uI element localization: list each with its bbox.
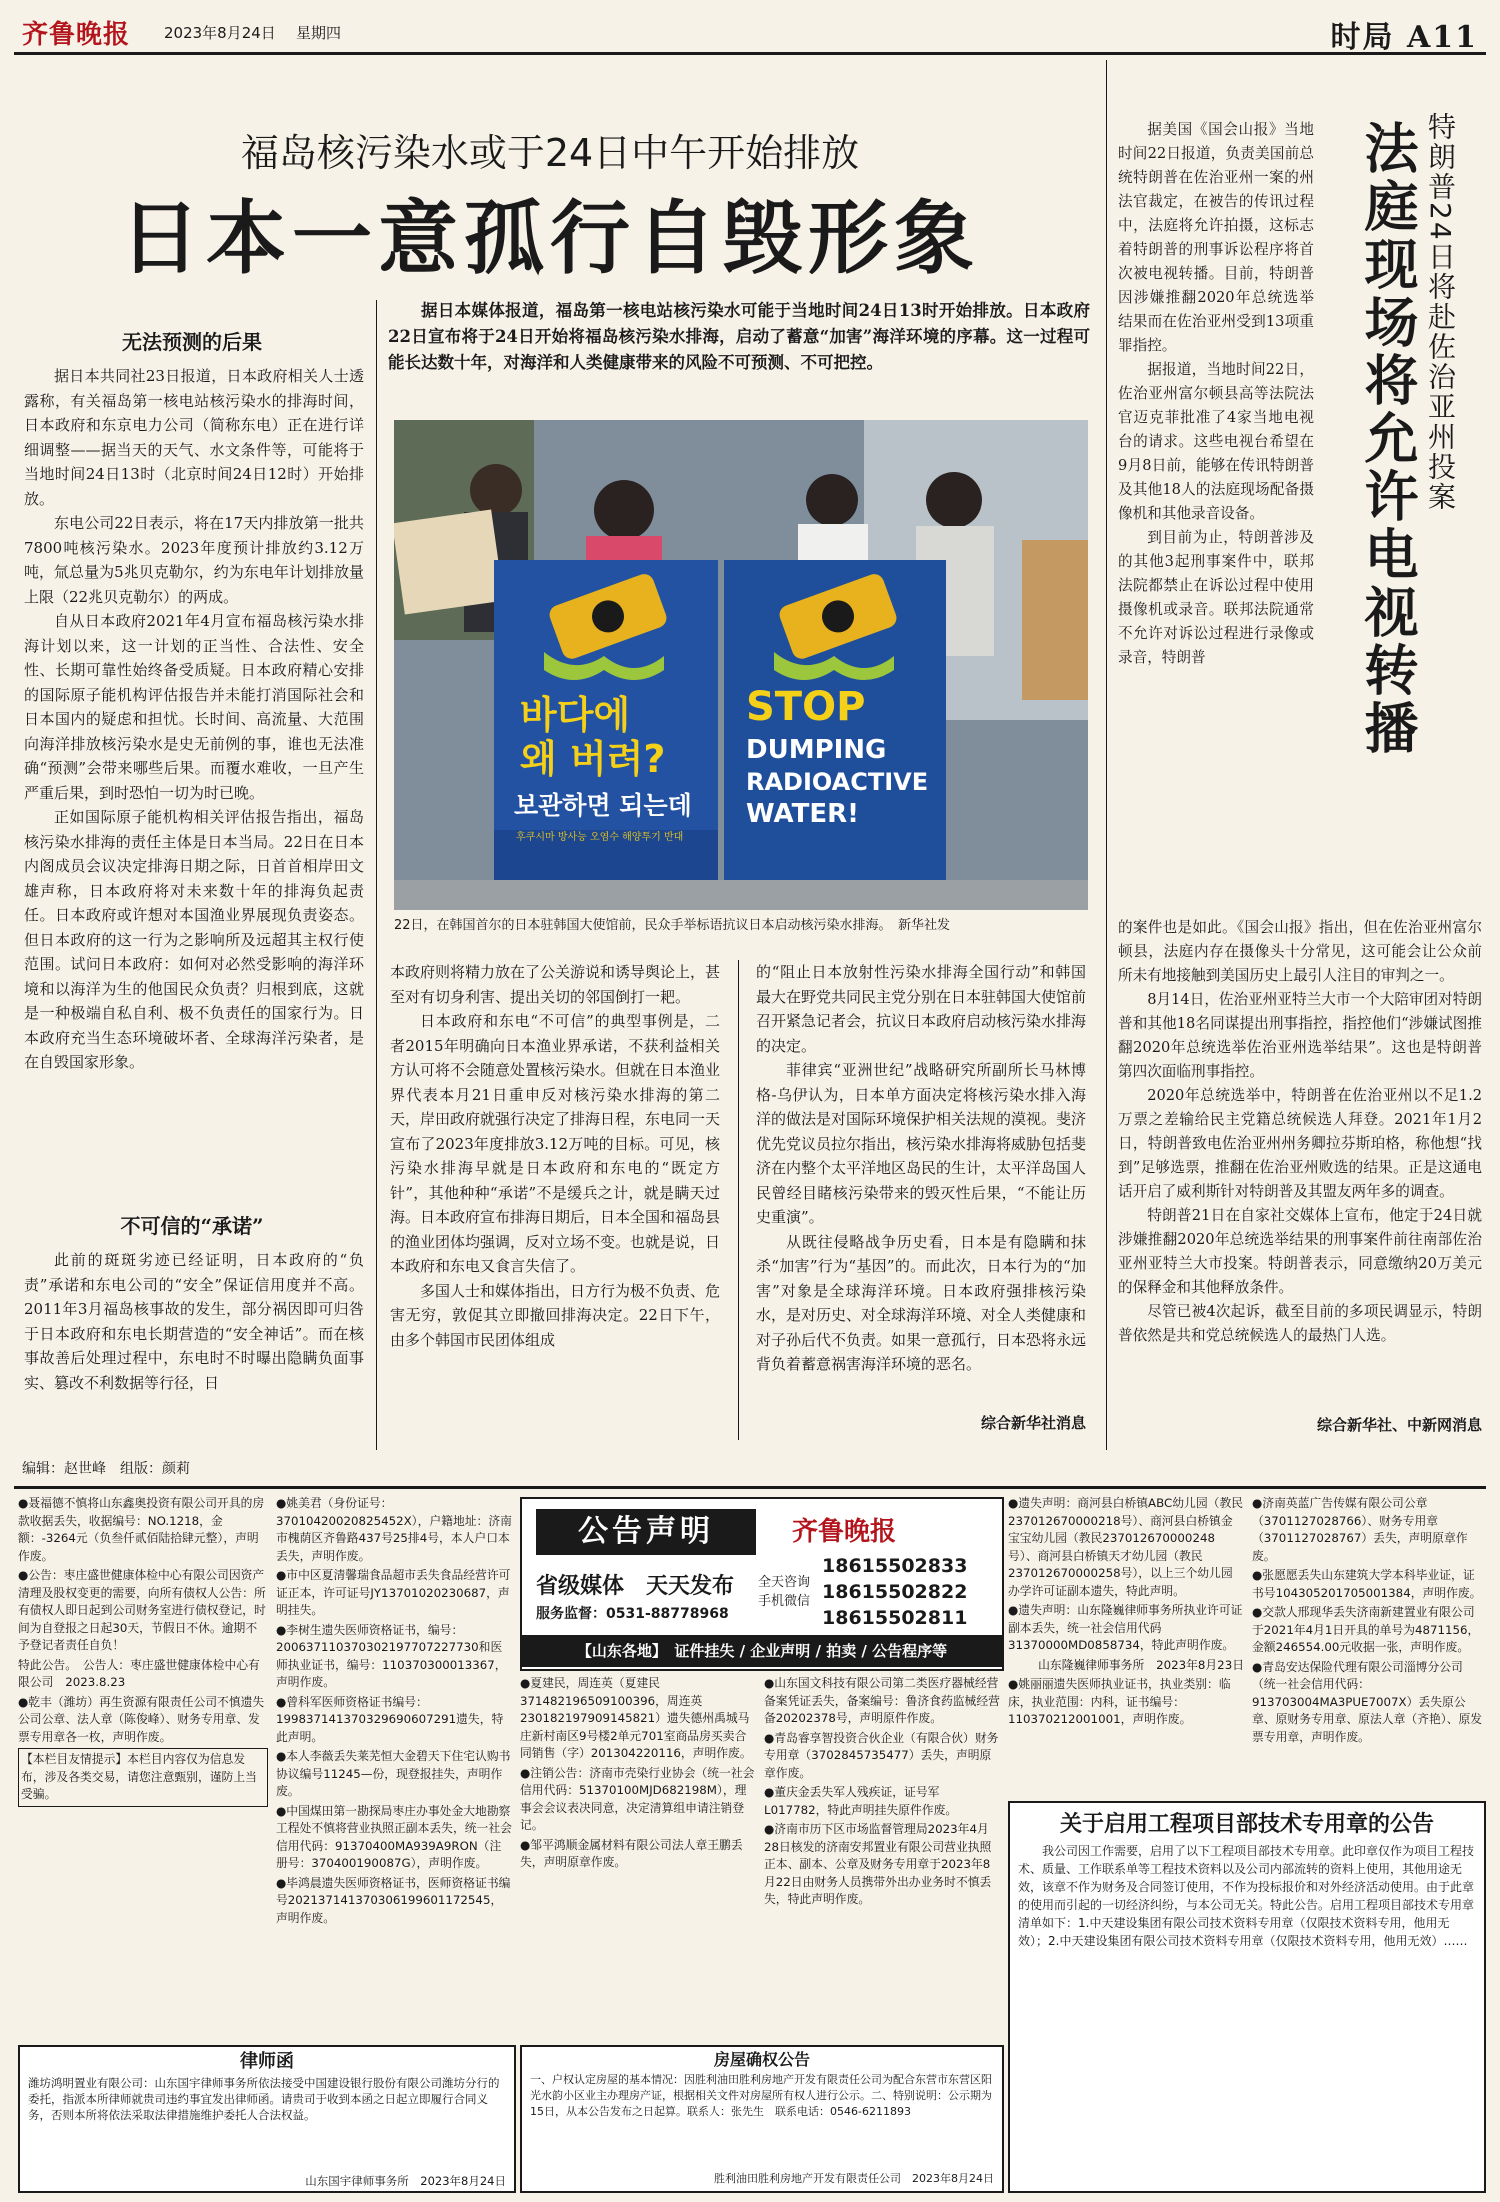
ad-notice: 山东隆巍律师事务所 2023年8月23日 xyxy=(1038,1657,1244,1672)
banner-phone-label: 全天咨询 手机微信 xyxy=(758,1575,811,1609)
section1-heading: 无法预测的后果 xyxy=(122,330,262,354)
ad-notice: ●乾丰（潍坊）再生资源有限责任公司不慎遗失公司公章、法人章（陈俊峰）、财务专用章、发票专用章各一枚，声明作废。 xyxy=(18,1694,265,1744)
ad-column-2 xyxy=(276,1495,512,2015)
banner-title: 公告声明 xyxy=(536,1509,756,1555)
phone-number[interactable]: 18615502822 xyxy=(822,1581,968,1603)
ad-notice: ●邹平鸿顺金属材料有限公司法人章王鹏丢失，声明原章作废。 xyxy=(520,1837,743,1869)
ad-notice: ●注销公告：济南市壳染行业协会（统一社会信用代码：51370100MJD682198M），理事会会议表决同意，决定清算组申请注销登记。 xyxy=(520,1765,755,1832)
column-divider xyxy=(738,960,739,1440)
ad-notice: ●遗失声明：商河县白桥镇ABC幼儿园（教民237012670000218号）、商河县白桥镇金宝宝幼儿园（教民237012670000248号）、商河县白桥镇天才幼儿园（教民237012670000258号），以上三个幼儿园办学许可证副本遗失，特此声明。 xyxy=(1008,1496,1244,1598)
ad-notice: ●交款人邢现华丢失济南新建置业有限公司于2021年4月1日开具的单号为4871156，金额246554.00元收据一张，声明作废。 xyxy=(1252,1605,1480,1654)
paragraph: 尽管已被4次起诉，截至目前的多项民调显示，特朗普依然是共和党总统候选人的最热门人选。 xyxy=(1118,1303,1482,1344)
side-headline: 法庭现场将允许电视转播 xyxy=(1356,120,1420,758)
paragraph: 本政府则将精力放在了公关游说和诱导舆论上，甚至对有切身利害、提出关切的邻国倒打一耙。 xyxy=(390,963,720,1006)
column-divider xyxy=(376,300,377,1450)
ad-notice: ●李树生遗失医师资格证书，编号：200637110370302197707227730和医师执业证书，编号：110370300013367，声明作废。 xyxy=(276,1622,507,1689)
lawyer-letter-text: 潍坊鸿明置业有限公司：山东国宇律师事务所依法接受中国建设银行股份有限公司潍坊分行的委托，指派本所律师就贵司违约事宜发出律师函。请贵司于收到本函之日起立即履行合同义务，否则本所将依法采取法律措施维护委托人合法权益。 xyxy=(28,2076,500,2122)
sign-left-text-1: 바다에 xyxy=(520,693,631,737)
paragraph: 到目前为止，特朗普涉及的其他3起刑事案件中，联邦法院都禁止在诉讼过程中使用摄像机或录音。联邦法院通常不允许对诉讼过程进行录像或录音，特朗普 xyxy=(1118,529,1314,666)
paragraph: 自从日本政府2021年4月宣布福岛核污染水排海计划以来，这一计划的正当性、合法性、安全性、长期可靠性始终备受质疑。日本政府精心安排的国际原子能机构评估报告并未能打消国际社会和日本国内的疑虑和担忧。长时间、高流量、大范围向海洋排放核污染水是史无前例的事，谁也无法准确“预测”会带来哪些后果。而覆水难收，一旦产生严重后果，到时恐怕一切为时已晚。 xyxy=(24,612,364,802)
main-lead: 据日本媒体报道，福岛第一核电站核污染水可能于当地时间24日13时开始排放。日本政府22日宣布将于24日开始将福岛核污染水排海，启动了蓄意“加害”海洋环境的序幕。这一过程可能长达数十年，对海洋和人类健康带来的风险不可预测、不可把控。 xyxy=(388,301,1090,372)
ad-notice: ●山东国文科技有限公司第二类医疗器械经营备案凭证丢失，备案编号：鲁济食药监械经营备20202378号，声明原件作废。 xyxy=(764,1676,1000,1725)
banner-footer: 【山东各地】 证件挂失 / 企业声明 / 拍卖 / 公告程序等 xyxy=(522,1635,1002,1667)
ad-notice: ●中国煤田第一勘探局枣庄办事处金大地勘察工程处不慎将营业执照正副本丢失，统一社会信用代码：91370400MA939A9RON（注册号：370400190087G），声明作废。 xyxy=(276,1803,512,1870)
sign-right-text-3: RADIOACTIVE xyxy=(746,768,929,796)
editor-credit: 编辑：赵世峰 组版：颜莉 xyxy=(22,1461,190,1477)
ad-notice: ●本人李薇丢失莱芜恒大金碧天下住宅认购书协议编号11245—份，现登报挂失，声明作废。 xyxy=(276,1749,511,1798)
side-story-bottom xyxy=(1118,916,1482,1412)
sign-right-text-1: STOP xyxy=(746,684,866,730)
housing-notice xyxy=(520,2045,1004,2193)
issue-weekday: 星期四 xyxy=(296,24,342,42)
paragraph: 日本政府和东电“不可信”的典型事例是，二者2015年明确向日本渔业界承诺，不获利益相关方认可将不会随意处置核污染水。但就在日本渔业界代表本月21日重申反对核污染水排海的第二天，岸田政府就强行决定了排海日程，东电同一天宣布了2023年度排放3.12万吨的目标。可见，核污染水排海早就是日本政府和东电的“既定方针”，其他种种“承诺”不是缓兵之计，就是瞒天过海。日本政府宣布排海日期后，日本全国和福岛县的渔业团体均强调，反对立场不变。也就是说，日本政府和东电又食言失信了。 xyxy=(390,1012,720,1275)
paragraph: 多国人士和媒体指出，日方行为极不负责、危害无穷，敦促其立即撤回排海决定。22日下午，由多个韩国市民团体组成 xyxy=(390,1281,720,1349)
engineering-notice xyxy=(1008,1801,1486,2193)
ad-notice: ●济南英蓝广告传媒有限公司公章（3701127028766）、财务专用章（3701127028767）丢失，声明原章作废。 xyxy=(1252,1496,1468,1563)
paragraph: 据报道，当地时间22日，佐治亚州富尔顿县高等法院法官迈克菲批准了4家当地电视台的请求。这些电视台希望在9月8日前，能够在传讯特朗普及其他18人的法庭现场配备摄像机和其他录音设备。 xyxy=(1118,361,1314,522)
paragraph: 东电公司22日表示，将在17天内排放第一批共7800吨核污染水。2023年度预计排放约3.12万吨，氚总量为5兆贝克勒尔，约为东电年计划排放量上限（22兆贝克勒尔）的两成。 xyxy=(24,514,364,606)
section2-body xyxy=(24,1248,364,1444)
ad-notice: ●济南市历下区市场监督管理局2023年4月28日核发的济南安邦置业有限公司营业执照正本、副本、公章及财务专用章于2023年8月22日由财务人员携带外出办业务时不慎丢失，特此声明作废。 xyxy=(764,1822,992,1906)
sign-left-text-3: 보관하면 되는데 xyxy=(514,791,692,820)
ad-column-1 xyxy=(18,1495,268,2015)
side-story-top xyxy=(1118,118,1314,918)
ad-notice: 特此公告。 公告人：枣庄盛世健康体检中心有限公司 2023.8.23 xyxy=(18,1657,260,1689)
ad-column-3a xyxy=(520,1675,756,2037)
photo-caption: 22日，在韩国首尔的日本驻韩国大使馆前，民众手举标语抗议日本启动核污染水排海。 新华社发 xyxy=(394,918,951,933)
sign-left-small-text: 후쿠시마 방사능 오염수 해양투기 반대 xyxy=(516,832,684,843)
ad-notice: ●曾科军医师资格证书编号：199837141370329690607291遗失，特此声明。 xyxy=(276,1694,504,1744)
paragraph: 2020年总统选举中，特朗普在佐治亚州以不足1.2万票之差输给民主党籍总统候选人拜登。2021年1月2日，特朗普致电佐治亚州州务卿拉芬斯珀格，称他想“找到”足够选票，推翻在佐治亚州败选的结果。正是这通电话开启了威利斯针对特朗普及其盟友两年多的调查。 xyxy=(1118,1087,1482,1200)
ad-tip: 【本栏目友情提示】本栏目内容仅为信息发布，涉及各类交易，请您注意甄别，谨防上当受骗。 xyxy=(18,1748,268,1807)
ad-notice: ●张愿愿丢失山东建筑大学本科毕业证，证书号104305201705001384，声明作废。 xyxy=(1252,1568,1482,1600)
engineering-notice-title: 关于启用工程项目部技术专用章的公告 xyxy=(1059,1812,1434,1837)
main-kicker: 福岛核污染水或于24日中午开始排放 xyxy=(240,131,860,175)
ad-notice: ●姚丽丽遗失医师执业证书，执业类别：临床，执业范围：内科，证书编号：110370212001001，声明作废。 xyxy=(1008,1677,1231,1726)
ad-notice: ●聂福德不慎将山东鑫奥投资有限公司开具的房款收据丢失，收据编号：NO.1218，金额：-3264元（负叁仟贰佰陆拾肆元整），声明作废。 xyxy=(18,1496,265,1563)
protest-photo xyxy=(394,420,1088,910)
sign-right-text-2: DUMPING xyxy=(746,735,887,765)
paragraph: 8月14日，佐治亚州亚特兰大市一个大陪审团对特朗普和其他18名同谋提出刑事指控，指控他们“涉嫌试图推翻2020年总统选举佐治亚州选举结果”。这也是特朗普第四次面临刑事指控。 xyxy=(1118,991,1482,1080)
column-divider xyxy=(1106,60,1107,1450)
sign-right-text-4: WATER! xyxy=(746,799,859,829)
housing-notice-text: 一、户权认定房屋的基本情况：因胜利油田胜利房地产开发有限责任公司为配合东营市东营区阳光水韵小区业主办理房产证，根据相关文件对房屋所有权人进行公示。二、特别说明：公示期为15日，从本公告发布之日起算。联系人：张先生 联系电话：0546-6211893 xyxy=(530,2073,992,2118)
paragraph: 从既往侵略战争历史看，日本是有隐瞒和抹杀“加害”行为“基因”的。而此次，日本行为的“加害”对象是全球海洋环境。日本政府强排核污染水，是对历史、对全球海洋环境、对全人类健康和对子孙后代不负责。如果一意孤行，日本恐将永远背负着蓄意祸害海洋环境的恶名。 xyxy=(756,1232,1086,1373)
classified-ads-area xyxy=(14,1486,1486,2197)
section2-heading: 不可信的“承诺” xyxy=(120,1214,264,1238)
side-byline: 综合新华社、中新网消息 xyxy=(1316,1416,1482,1434)
banner-service: 服务监督：0531-88778968 xyxy=(536,1606,729,1622)
phone-number[interactable]: 18615502833 xyxy=(822,1555,968,1577)
main-byline: 综合新华社消息 xyxy=(980,1414,1086,1432)
engineering-notice-text: 我公司因工作需要，启用了以下工程项目部技术专用章。此印章仅作为项目工程技术、质量、工作联系单等工程技术资料以及公司内部流转的资料上使用，其他用途无效，该章不作为财务及合同签订使用，不作为投标报价和对外经济活动使用。由于此章的使用而引起的一切经济纠纷，与本公司无关。特此公告。启用工程项目部技术专用章清单如下：1.中天建设集团有限公司技术资料专用章（仅限技术资料专用，他用无效）；2.中天建设集团有限公司技术资料专用章（仅限技术资料专用，他用无效）…… xyxy=(1018,1844,1475,1948)
ad-column-3b xyxy=(764,1675,1000,2037)
main-headline: 日本一意孤行自毁形象 xyxy=(120,191,980,285)
ad-notice: ●公告：枣庄盛世健康体检中心有限公司因资产清理及股权变更的需要，向所有债权人公告：所有债权人即日起到公司财务室进行债权登记，时间为自登报之日起30天，节假日不休。逾期不予登记者责任自负！ xyxy=(18,1568,266,1652)
paragraph: 据日本共同社23日报道，日本政府相关人士透露称，有关福岛第一核电站核污染水的排海时间，日本政府和东京电力公司（简称东电）正在进行详细调整——据当天的天气、水文条件等，可能将于当地时间24日13时（北京时间24日12时）开始排放。 xyxy=(24,367,364,508)
housing-notice-title: 房屋确权公告 xyxy=(713,2050,810,2069)
sign-left-text-2: 왜 버려? xyxy=(520,737,666,781)
ad-notice: ●夏建民，周连英（夏建民371482196509100396，周连英230182197909145821）遗失德州禹城马庄新村南区9号楼2单元701室商品房买卖合同销售（字）201304220116，声明作废。 xyxy=(520,1676,752,1760)
ad-notice: ●青岛安达保险代理有限公司淄博分公司（统一社会信用代码：913703004MA3PUE7007X）丢失原公章、原财务专用章、原法人章（齐艳）、原发票专用章，声明作废。 xyxy=(1252,1659,1483,1744)
section-label: 时局 A11 xyxy=(1330,20,1478,55)
ad-notice: ●市中区夏清馨瑞食品超市丢失食品经营许可证正本，许可证号JY13701020230687，声明挂失。 xyxy=(276,1568,511,1617)
ad-notice: ●姚美君（身份证号：37010420020825452X），户籍地址：济南市槐荫区齐鲁路437号25排4号，本人户口本丢失，声明作废。 xyxy=(276,1496,512,1563)
ad-column-4 xyxy=(1008,1495,1244,1791)
column-3 xyxy=(756,960,1086,1400)
paragraph: 特朗普21日在自家社交媒体上宣布，他定于24日就涉嫌推翻2020年总统选举结果的刑事案件前往南部佐治亚州亚特兰大市投案。特朗普表示，同意缴纳20万美元的保释金和其他释放条件。 xyxy=(1118,1207,1482,1296)
ad-notice: ●董庆金丢失军人残疾证，证号军L017782，特此声明挂失原件作废。 xyxy=(764,1785,958,1817)
ad-notice: ●毕鸿晨遗失医师资格证书，医师资格证书编号202137141370306199601172545，声明作废。 xyxy=(276,1875,511,1925)
paragraph: 菲律宾“亚洲世纪”战略研究所副所长马林博格-乌伊认为，日本单方面决定将核污染水排入海洋的做法是对国际环境保护相关法规的漠视。斐济优先党议员拉尔指出，核污染水排海将威胁包括斐济在内整个太平洋地区岛民的生计，太平洋岛国人民曾经目睹核污染带来的毁灭性后果，“不能让历史重演”。 xyxy=(756,1061,1086,1226)
protest-photo-illustration xyxy=(394,420,1088,910)
paragraph: 据美国《国会山报》当地时间22日报道，负责美国前总统特朗普在佐治亚州一案的州法官裁定，在被告的传讯过程中，法庭将允许拍摄，这标志着特朗普的刑事诉讼程序将首次被电视转播。目前，特朗普因涉嫌推翻2020年总统选举结果而在佐治亚州受到13项重罪指控。 xyxy=(1118,121,1314,354)
banner-phones xyxy=(822,1553,967,1631)
paragraph: 的案件也是如此。《国会山报》指出，但在佐治亚州富尔顿县，法庭内存在摄像头十分常见，这可能会让公众前所未有地接触到美国历史上最引人注目的审判之一。 xyxy=(1118,919,1482,984)
paragraph: 此前的斑斑劣迹已经证明，日本政府的“负责”承诺和东电公司的“安全”保证信用度并不高。2011年3月福岛核事故的发生，部分祸因即可归咎于日本政府和东电长期营造的“安全神话”。而在核事故善后处理过程中，东电时不时曝出隐瞒负面事实、篡改不利数据等行径，日 xyxy=(24,1251,364,1392)
section1-body xyxy=(24,364,364,1196)
housing-notice-sign: 胜利油田胜利房地产开发有限责任公司 2023年8月24日 xyxy=(714,2172,994,2185)
banner-slogan: 省级媒体 天天发布 xyxy=(536,1574,735,1599)
side-kicker: 特朗普24日将赴佐治亚州投案 xyxy=(1424,112,1457,512)
paragraph: 正如国际原子能机构相关评估报告指出，福岛核污染水排海的责任主体是日本当局。22日在日本内阁成员会议决定排海日期之际，日首首相岸田文雄声称，日本政府将对未来数十年的排海负起责任。日本政府或许想对本国渔业界展现负责姿态。但日本政府的这一行为之影响所及远超其主权行使范围。试问日本政府：如何对必然受影响的海洋环境和以海洋为生的他国民众负责？归根到底，这就是一种极端自私自利、极不负责任的国家行为。日本政府充当生态环境破坏者、全球海洋污染者，是在自毁国家形象。 xyxy=(24,808,364,1071)
issue-date: 2023年8月24日 xyxy=(164,24,276,42)
ad-column-5 xyxy=(1252,1495,1484,1791)
phone-number[interactable]: 18615502811 xyxy=(822,1607,968,1629)
lawyer-letter-sign: 山东国宇律师事务所 2023年8月24日 xyxy=(305,2174,506,2188)
banner-logo: 齐鲁晚报 xyxy=(792,1517,897,1547)
ad-notice: ●遗失声明：山东隆巍律师事务所执业许可证副本丢失，统一社会信用代码31370000MD0858734，特此声明作废。 xyxy=(1008,1603,1243,1652)
paragraph: 的“阻止日本放射性污染水排海全国行动”和韩国最大在野党共同民主党分别在日本驻韩国大使馆前召开紧急记者会，抗议日本政府启动核污染水排海的决定。 xyxy=(756,963,1086,1055)
column-2 xyxy=(390,960,720,1444)
ad-notice: ●青岛睿享智投资合伙企业（有限合伙）财务专用章（3702845735477）丢失，声明原章作废。 xyxy=(764,1730,999,1780)
lawyer-letter xyxy=(18,2045,516,2193)
masthead xyxy=(14,8,1486,55)
newspaper-logo: 齐鲁晚报 xyxy=(22,20,131,50)
notice-banner xyxy=(520,1497,1004,1671)
lawyer-letter-title: 律师函 xyxy=(240,2051,294,2072)
